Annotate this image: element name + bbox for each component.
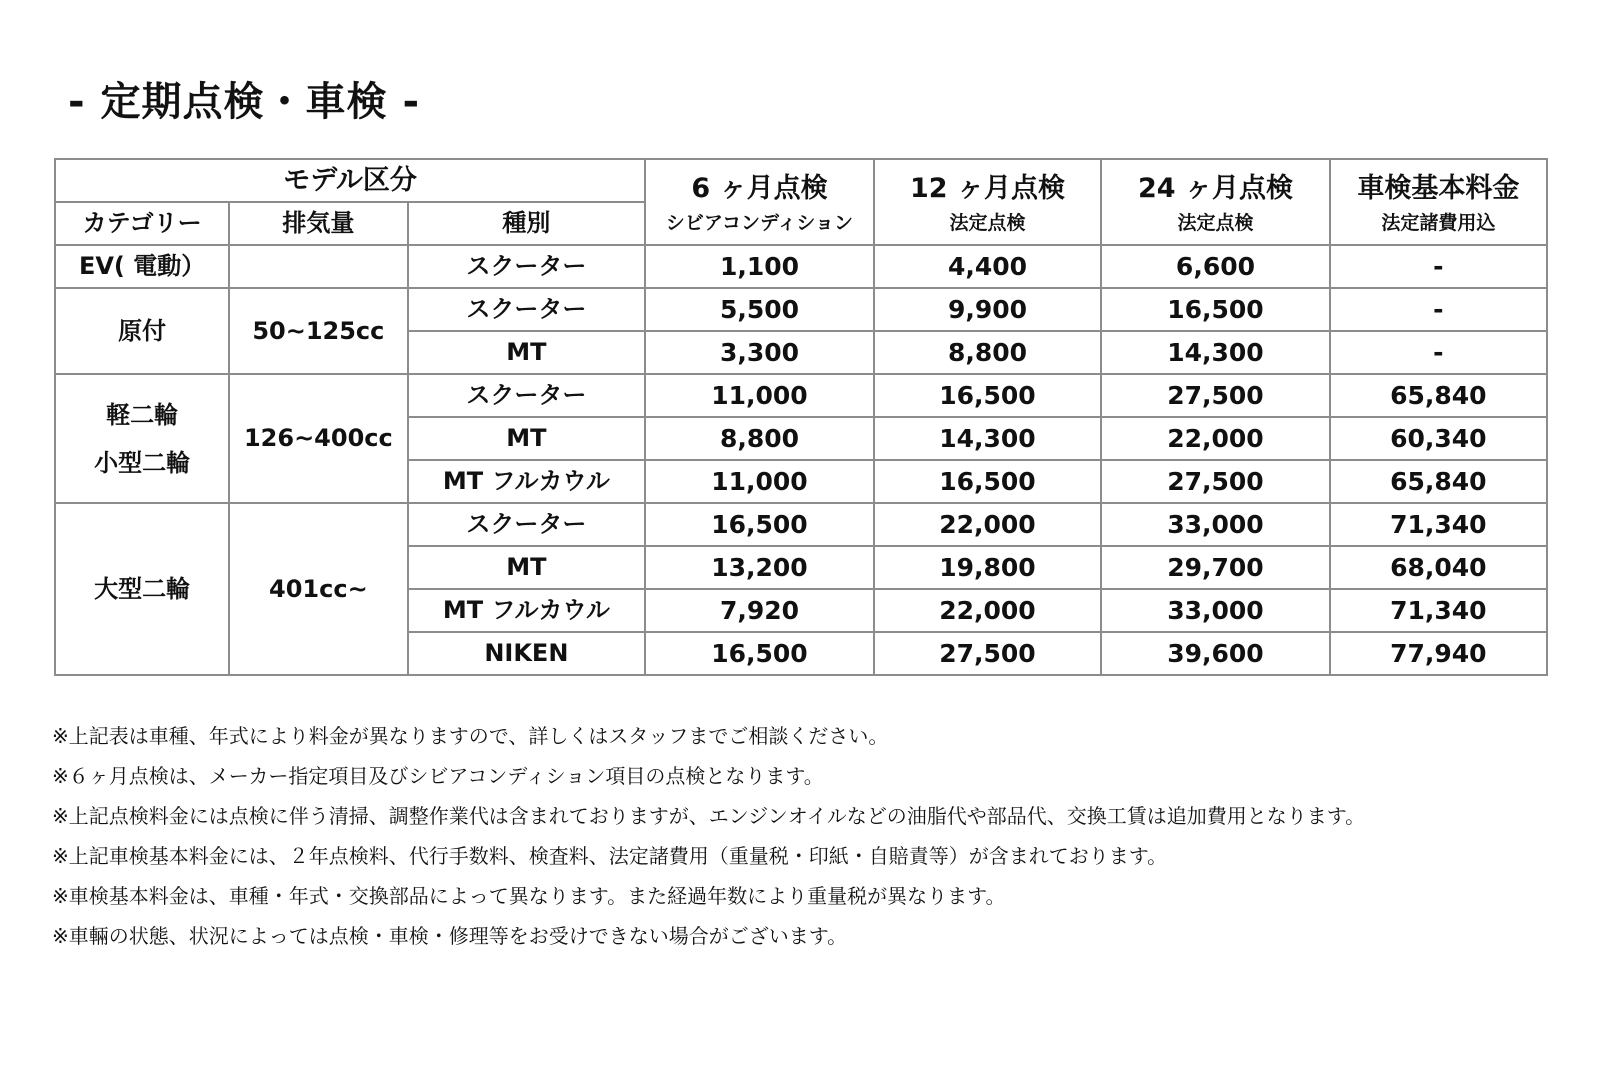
type-cell: スクーター	[408, 288, 646, 331]
notes	[52, 722, 1365, 962]
note-line: ※上記点検料金には点検に伴う清掃、調整作業代は含まれておりますが、エンジンオイルなどの油脂代や部品代、交換工賃は追加費用となります。	[52, 804, 1366, 828]
price-6month-cell: 5,500	[645, 288, 874, 331]
category-label: 軽二輪	[106, 400, 179, 429]
price-24month-cell: 33,000	[1101, 589, 1330, 632]
price-24month-cell: 33,000	[1101, 503, 1330, 546]
price-6month-cell: 16,500	[645, 632, 874, 675]
price-24month-cell: 6,600	[1101, 245, 1330, 288]
price-table-body	[55, 245, 1547, 675]
displacement-cell: 126~400cc	[229, 374, 407, 503]
price-6month-cell: 8,800	[645, 417, 874, 460]
type-cell: MT	[408, 331, 646, 374]
price-6month-cell: 11,000	[645, 460, 874, 503]
price-24month-cell: 29,700	[1101, 546, 1330, 589]
price-inspection-cell: 71,340	[1330, 589, 1547, 632]
model-group-header: モデル区分	[55, 159, 645, 202]
price-inspection-cell: 68,040	[1330, 546, 1547, 589]
category-cell	[55, 288, 229, 374]
price-6month-cell: 11,000	[645, 374, 874, 417]
displacement-cell	[229, 245, 407, 288]
type-cell: スクーター	[408, 374, 646, 417]
price-12month-cell: 16,500	[874, 374, 1101, 417]
note-line: ※６ヶ月点検は、メーカー指定項目及びシビアコンディション項目の点検となります。	[52, 764, 824, 788]
price-6month-cell: 13,200	[645, 546, 874, 589]
type-cell: MT	[408, 546, 646, 589]
price-inspection-cell: 65,840	[1330, 460, 1547, 503]
col-inspection-header	[1330, 159, 1547, 245]
table-row	[55, 288, 1547, 331]
type-cell: MT フルカウル	[408, 589, 646, 632]
price-table	[54, 158, 1548, 676]
price-inspection-cell: 77,940	[1330, 632, 1547, 675]
price-6month-cell: 1,100	[645, 245, 874, 288]
note-line: ※車輛の状態、状況によっては点検・車検・修理等をお受けできない場合がございます。	[52, 924, 848, 948]
page-title: - 定期点検・車検 -	[68, 79, 421, 125]
price-24month-cell: 27,500	[1101, 460, 1330, 503]
type-header: 種別	[408, 202, 646, 245]
price-12month-cell: 14,300	[874, 417, 1101, 460]
price-24month-cell: 22,000	[1101, 417, 1330, 460]
category-label: 小型二輪	[94, 448, 191, 477]
col-24month-label: 24 ヶ月点検	[1137, 172, 1293, 204]
col-24month-header	[1101, 159, 1330, 245]
displacement-cell: 401cc~	[229, 503, 407, 675]
price-24month-cell: 39,600	[1101, 632, 1330, 675]
col-12month-label: 12 ヶ月点検	[909, 172, 1065, 204]
price-6month-cell: 3,300	[645, 331, 874, 374]
price-12month-cell: 4,400	[874, 245, 1101, 288]
price-24month-cell: 27,500	[1101, 374, 1330, 417]
price-12month-cell: 9,900	[874, 288, 1101, 331]
col-6month-sub: シビアコンディション	[665, 212, 854, 235]
type-cell: MT	[408, 417, 646, 460]
col-inspection-label: 車検基本料金	[1357, 172, 1520, 204]
price-24month-cell: 16,500	[1101, 288, 1330, 331]
price-12month-cell: 19,800	[874, 546, 1101, 589]
col-12month-sub: 法定点検	[949, 212, 1026, 235]
category-cell	[55, 503, 229, 675]
table-row	[55, 245, 1547, 288]
price-6month-cell: 7,920	[645, 589, 874, 632]
note-line: ※上記車検基本料金には、２年点検料、代行手数料、検査料、法定諸費用（重量税・印紙・自賠責等）が含まれております。	[52, 844, 1168, 868]
col-6month-label: 6 ヶ月点検	[691, 172, 828, 204]
category-label: 原付	[118, 316, 167, 345]
type-cell: スクーター	[408, 245, 646, 288]
type-cell: MT フルカウル	[408, 460, 646, 503]
table-row	[55, 503, 1547, 546]
col-24month-sub: 法定点検	[1177, 212, 1254, 235]
note-line: ※上記表は車種、年式により料金が異なりますので、詳しくはスタッフまでご相談ください。	[52, 724, 889, 748]
price-inspection-cell: -	[1330, 331, 1547, 374]
price-12month-cell: 22,000	[874, 503, 1101, 546]
col-inspection-sub: 法定諸費用込	[1381, 212, 1496, 235]
price-6month-cell: 16,500	[645, 503, 874, 546]
category-cell	[55, 245, 229, 288]
category-label: EV( 電動）	[78, 252, 206, 281]
note-line: ※車検基本料金は、車種・年式・交換部品によって異なります。また経過年数により重量税が異なります。	[52, 884, 1006, 908]
price-inspection-cell: 60,340	[1330, 417, 1547, 460]
table-row	[55, 374, 1547, 417]
price-inspection-cell: 65,840	[1330, 374, 1547, 417]
category-header: カテゴリー	[55, 202, 229, 245]
price-12month-cell: 16,500	[874, 460, 1101, 503]
category-label: 大型二輪	[94, 574, 191, 603]
price-inspection-cell: -	[1330, 245, 1547, 288]
price-12month-cell: 8,800	[874, 331, 1101, 374]
price-12month-cell: 22,000	[874, 589, 1101, 632]
price-12month-cell: 27,500	[874, 632, 1101, 675]
col-6month-header	[645, 159, 874, 245]
type-cell: スクーター	[408, 503, 646, 546]
type-cell: NIKEN	[408, 632, 646, 675]
price-inspection-cell: -	[1330, 288, 1547, 331]
category-cell	[55, 374, 229, 503]
price-24month-cell: 14,300	[1101, 331, 1330, 374]
price-inspection-cell: 71,340	[1330, 503, 1547, 546]
displacement-cell: 50~125cc	[229, 288, 407, 374]
col-12month-header	[874, 159, 1101, 245]
displacement-header: 排気量	[229, 202, 407, 245]
